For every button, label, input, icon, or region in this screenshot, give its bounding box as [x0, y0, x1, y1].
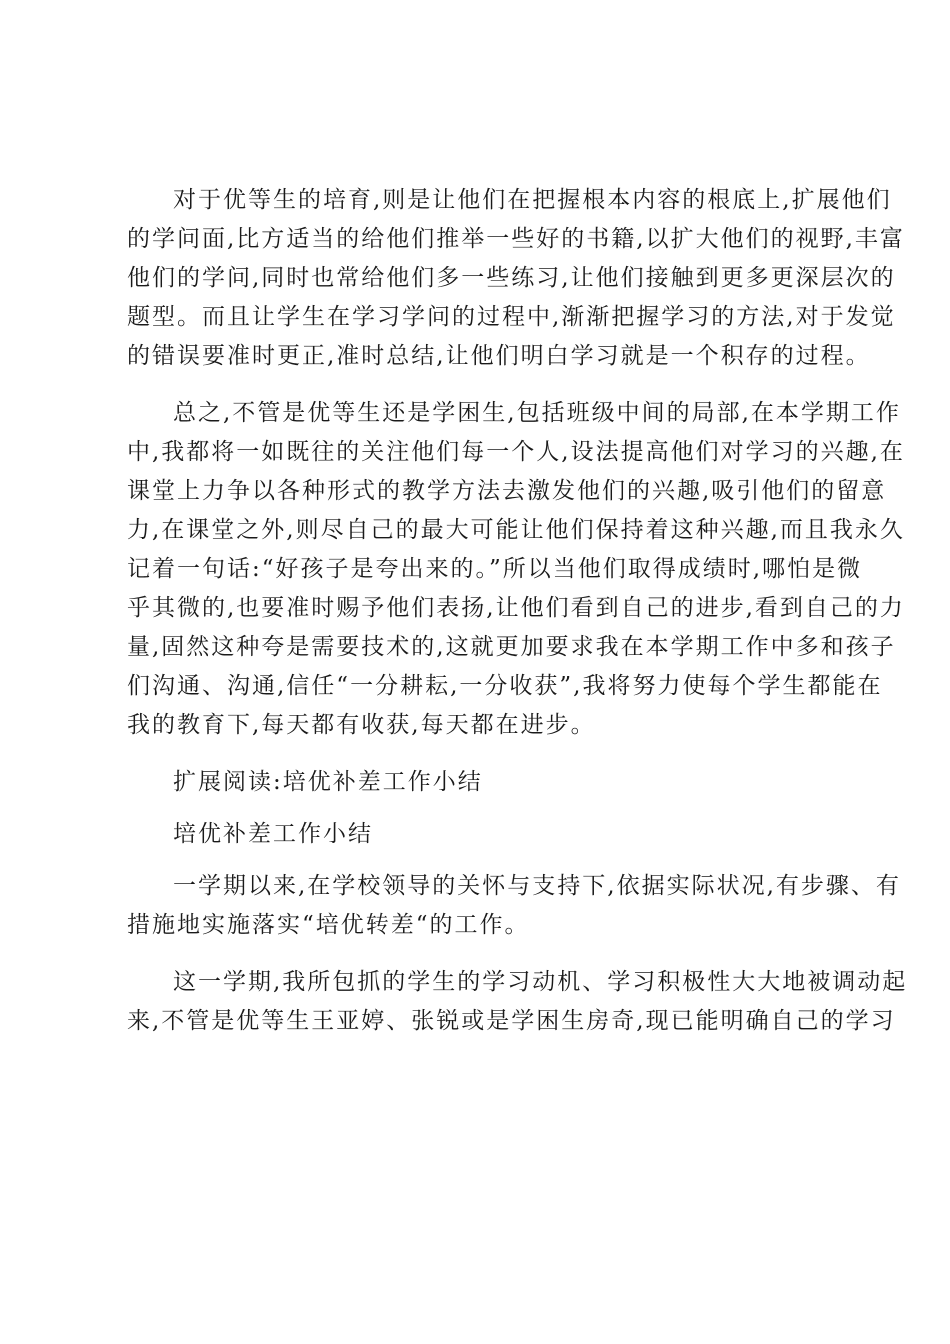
text-line: 总之,不管是优等生还是学困生,包括班级中间的局部,在本学期工作	[173, 400, 901, 426]
paragraph-title	[127, 815, 832, 854]
paragraph-summary	[127, 394, 905, 745]
paragraph-extended-reading	[127, 763, 832, 802]
paragraph-gifted-students	[127, 181, 905, 376]
text-line: 的错误要准时更正,准时总结,让他们明白学习就是一个积存的过程。	[127, 343, 871, 369]
text-line: 他们的学问,同时也常给他们多一些练习,让他们接触到更多更深层次的	[127, 265, 896, 291]
document-title: 培优补差工作小结	[173, 821, 373, 847]
text-line: 记着一句话:“好孩子是夸出来的。”所以当他们取得成绩时,哪怕是微	[127, 556, 863, 582]
text-line: 量,固然这种夸是需要技术的,这就更加要求我在本学期工作中多和孩子	[127, 634, 896, 660]
text-line: 中,我都将一如既往的关注他们每一个人,设法提高他们对学习的兴趣,在	[127, 439, 905, 465]
text-line: 这一学期,我所包抓的学生的学习动机、学习积极性大大地被调动起	[173, 969, 908, 995]
text-line: 措施地实施落实“培优转差“的工作。	[127, 912, 530, 938]
text-line: 题型。而且让学生在学习学问的过程中,渐渐把握学习的方法,对于发觉	[127, 304, 896, 330]
section-heading: 扩展阅读:培优补差工作小结	[173, 769, 483, 795]
text-line: 一学期以来,在学校领导的关怀与支持下,依据实际状况,有步骤、有	[173, 873, 901, 899]
text-line: 乎其微的,也要准时赐予他们表扬,让他们看到自己的进步,看到自己的力	[127, 595, 905, 621]
text-line: 们沟通、沟通,信任“一分耕耘,一分收获”,我将努力使每个学生都能在	[127, 673, 883, 699]
text-line: 我的教育下,每天都有收获,每天都在进步。	[127, 712, 596, 738]
paragraph-semester-intro	[127, 867, 901, 945]
document-body	[127, 181, 908, 1041]
paragraph-semester-results	[127, 963, 908, 1041]
text-line: 来,不管是优等生王亚婷、张锐或是学困生房奇,现已能明确自己的学习	[127, 1008, 896, 1034]
text-line: 课堂上力争以各种形式的教学方法去激发他们的兴趣,吸引他们的留意	[127, 478, 887, 504]
text-line: 力,在课堂之外,则尽自己的最大可能让他们保持着这种兴趣,而且我永久	[127, 517, 905, 543]
text-line: 的学问面,比方适当的给他们推举一些好的书籍,以扩大他们的视野,丰富	[127, 226, 905, 252]
text-line: 对于优等生的培育,则是让他们在把握根本内容的根底上,扩展他们	[173, 187, 892, 213]
